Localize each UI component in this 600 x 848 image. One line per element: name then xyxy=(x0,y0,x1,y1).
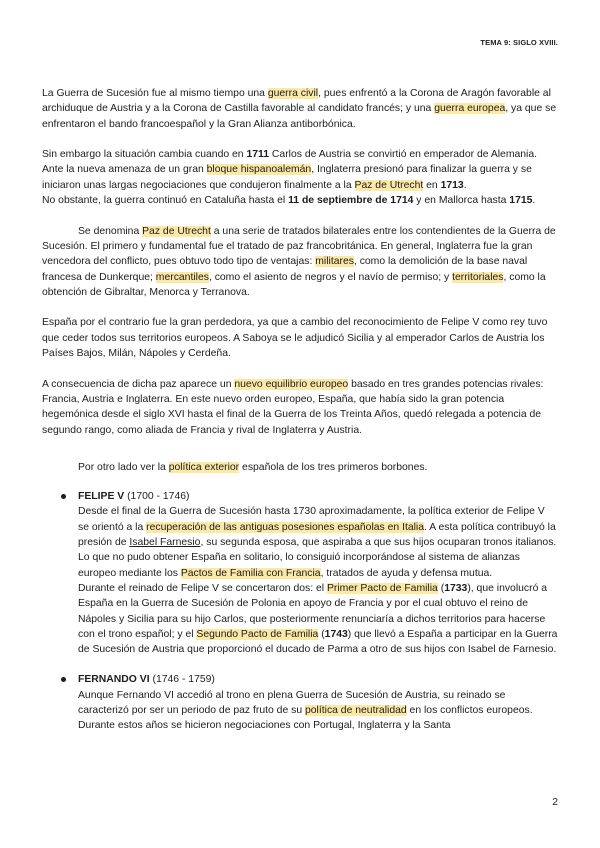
bullet-icon xyxy=(61,494,66,499)
highlight: política exterior xyxy=(168,461,240,473)
highlight: Paz de Utrecht xyxy=(142,225,211,237)
highlight: Primer Pacto de Familia xyxy=(326,582,438,594)
highlight: Pactos de Familia con Francia xyxy=(180,567,321,579)
highlight: militares xyxy=(315,256,354,268)
bullet-icon xyxy=(61,677,66,682)
list-item-fernando-vi: FERNANDO VI (1746 - 1759) Aunque Fernando VI accedió al trono en plena Guerra de Sucesión de Austria, su reinado se caracterizó por ser un periodo de paz fruto de su política de neutralidad en los conflictos europeos. Durante estos años se hicieron negociaciones con Portugal, Inglaterra y la Santa xyxy=(42,672,558,733)
paragraph-civil-war: La Guerra de Sucesión fue al mismo tiempo una guerra civil, pues enfrentó a la Corona de Aragón favorable al archiduque de Austria y a la Corona de Castilla favorable al candidato francés; y una guerra europea, ya que se enfrentaron el bando francoespañol y la Gran Alianza antiborbónica. xyxy=(42,88,557,130)
highlight: bloque hispanoalemán xyxy=(206,164,312,176)
paragraph-utrecht-intro: Sin embargo la situación cambia cuando en 1711 Carlos de Austria se convirtió en emperador de Alemania. Ante la nueva amenaza de un gran bloque hispanoalemán, Inglaterra presionó para finalizar la guerra y se iniciaron unas largas negociaciones que condujeron finalmente a la Paz de Utrecht en 1713. No obstante, la guerra continuó en Cataluña hasta el 11 de septiembre de 1714 y en Mallorca hasta 1715. xyxy=(42,149,538,207)
highlight: mercantiles xyxy=(155,271,209,283)
highlight: guerra europea xyxy=(434,103,506,115)
paragraph-paz-utrecht: Se denomina Paz de Utrecht a una serie de tratados bilaterales entre los contendientes de la Guerra de Sucesión. El primero y fundamental fue el tratado de paz francobritánica. En general, Inglaterra fue la gran vencedora del conflicto, pues obtuvo todo tipo de ventajas: militares, como la demolición de la base naval francesa de Dunkerque; mercantiles, como el asiento de negros y el navío de permiso; y territoriales, como la obtención de Gibraltar, Menorca y Terranova. xyxy=(42,225,556,298)
list-item-felipe-v: FELIPE V (1700 - 1746) Desde el final de la Guerra de Sucesión hasta 1730 aproximadamente, la política exterior de Felipe V se orientó a la recuperación de las antiguas posesiones españolas en Italia. A esta política contribuyó la presión de Isabel Farnesio, su segunda esposa, que aspiraba a que sus hijos ocuparan tronos italianos. Lo que no pudo obtener España en solitario, lo consiguió incorporándose al sistema de alianzas europeo mediante los Pactos de Familia con Francia, tratados de ayuda y defensa mutua. Durante el reinado de Felipe V se concertaron dos: el Primer Pacto de Familia (1733), que involucró a España en la Guerra de Sucesión de Polonia en apoyo de Francia y por el cual obtuvo el reino de Nápoles y Sicilia para su hijo Carlos, que posteriormente renunciaría a dichos territorios para hacerse con el trono español; y el Segundo Pacto de Familia (1743) que llevó a España a participar en la Guerra de Sucesión de Austria que proporcionó el ducado de Parma a otro de sus hijos con Isabel de Farnesio. xyxy=(42,489,558,657)
highlight: Segundo Pacto de Familia xyxy=(196,628,319,640)
paragraph-new-equilibrium: A consecuencia de dicha paz aparece un nuevo equilibrio europeo basado en tres grandes potencias rivales: Francia, Austria e Inglaterra. En este nuevo orden europeo, España, que había sido la gran potencia hegemónica desde el siglo XVI hasta el final de la Guerra de los Treinta Años, quedó relegada a potencia de segundo rango, como aliada de Francia y rival de Inglaterra y Austria. xyxy=(42,378,544,436)
highlight: política de neutralidad xyxy=(305,704,407,716)
document-body xyxy=(42,86,558,749)
highlight: territoriales xyxy=(452,271,504,283)
highlight: nuevo equilibrio europeo xyxy=(234,378,349,390)
page-number: 2 xyxy=(552,797,558,808)
highlight: Paz de Utrecht xyxy=(354,179,424,191)
paragraph-foreign-policy-lead: Por otro lado ver la política exterior española de los tres primeros borbones. xyxy=(78,461,428,473)
underlined-text: Isabel Farnesio xyxy=(129,537,201,549)
highlight: guerra civil xyxy=(267,88,319,99)
page-header: TEMA 9: SIGLO XVIII. xyxy=(480,38,558,47)
highlight: recuperación de las antiguas posesiones españolas en Italia xyxy=(146,521,425,533)
paragraph-spain-loser: España por el contrario fue la gran perdedora, ya que a cambio del reconocimiento de Felipe V como rey tuvo que ceder todos sus territorios europeos. A Saboya se le adjudicó Sicilia y al emperador Carlos de Austria los Países Bajos, Milán, Nápoles y Cerdeña. xyxy=(42,317,548,360)
